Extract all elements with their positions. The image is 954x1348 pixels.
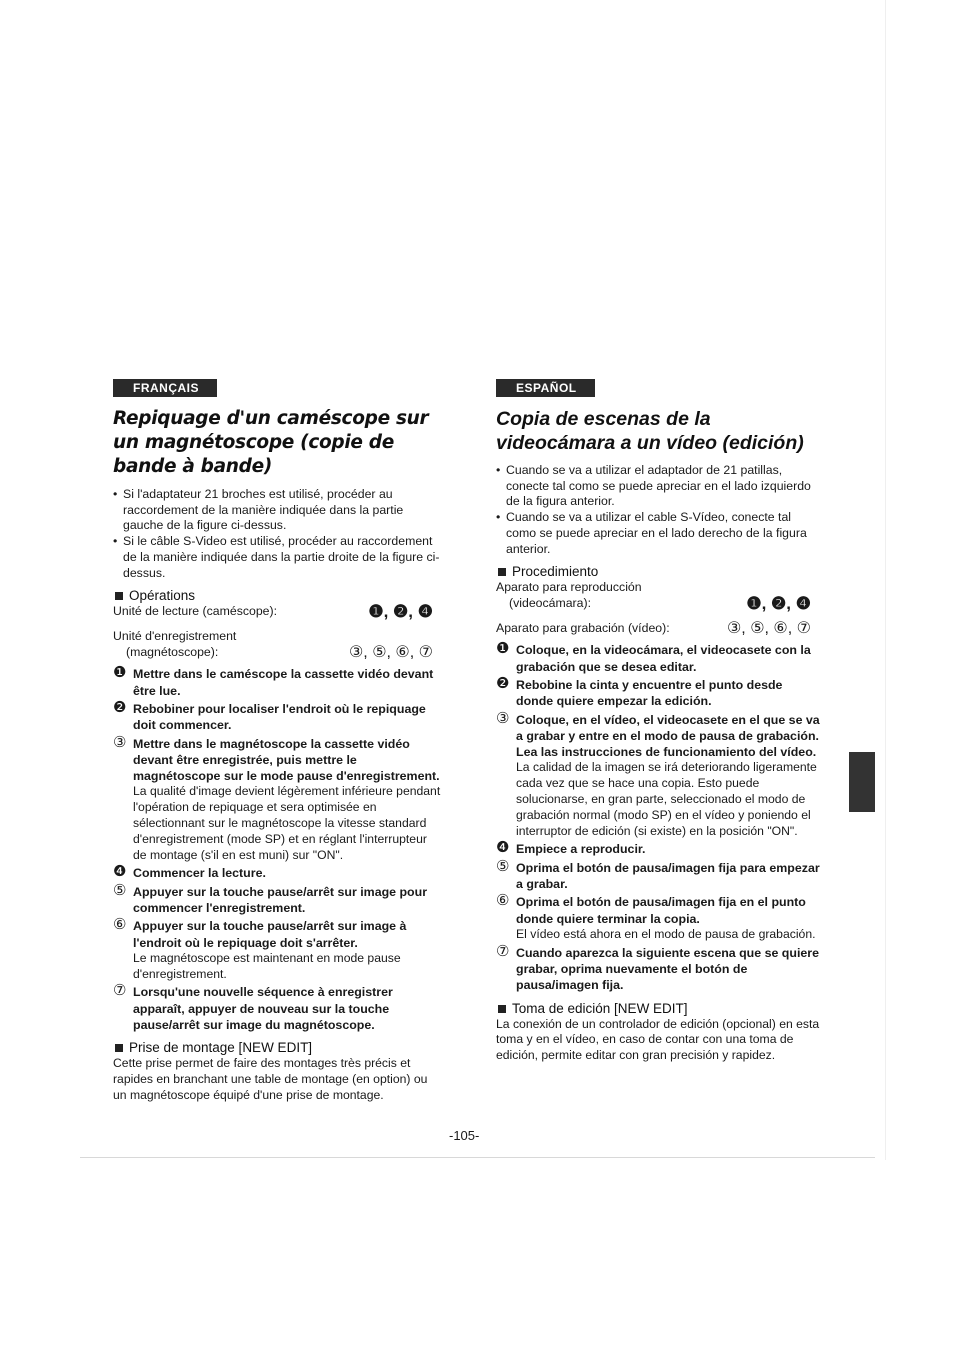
spanish-step-2: ❷ Rebobine la cinta y encuentre el punto desde donde quiere empezar la edición.: [496, 674, 783, 709]
french-edit-text: Cette prise permet de faire des montages très précis et rapides en branchant une table de montage (en option) ou un magnétoscope équipé d'une prise de montage.: [113, 1056, 428, 1102]
square-bullet-icon: [115, 592, 123, 600]
spanish-step-4: ❹ Empiece a reproducir.: [496, 839, 646, 857]
section-thumb-marker: [849, 752, 875, 812]
page-number: -105-: [449, 1128, 480, 1143]
spanish-device-recording: Aparato para grabación (vídeo): ③, ⑤, ⑥, ⑦: [496, 619, 811, 637]
french-step-1: ❶ Mettre dans le caméscope la cassette vidéo devant être lue.: [113, 664, 434, 698]
french-bullet-text: Si l'adaptateur 21 broches est utilisé, procéder au raccordement de la manière indiquée dans la partie gauche de la figure ci-dessus.: [123, 487, 404, 533]
french-device-recording-steps: ③, ⑤, ⑥, ⑦: [348, 643, 433, 661]
french-step-3: ③ Mettre dans le magnétoscope la cassette vidéo devant être enregistrée, puis mettre le magnétoscope sur le mode pause d'enregistrement. La qualité d'image devient légèrement inférieure pendant l'opération de repiquage et sera optimisée en sélectionnant sur le magnétoscope la vitesse standard d'enregistrement (mode SP) et en réglant l'interrupteur de montage (s'il en est muni) sur "ON".: [113, 736, 443, 864]
french-bullet-text: Si le câble S-Video est utilisé, procéder au raccordement de la manière indiquée dans la partie droite de la figure ci-dessus.: [123, 534, 440, 580]
french-step-2: ❷ Rebobiner pour localiser l'endroit où le repiquage doit commencer.: [113, 698, 426, 733]
spanish-step-3-note: La calidad de la imagen se irá deteriorando ligeramente cada vez que se hace una copia. Esto puede solucionarse, en gran parte, seleccionado el modo de grabación normal (modo SP) en el vídeo y poniendo el interruptor de edición (si existe) en la posición "ON".: [516, 760, 817, 838]
french-bullet: • Si l'adaptateur 21 broches est utilisé, procéder au raccordement de la manière indiquée dans la partie gauche de la figure ci-dessus.: [113, 487, 404, 533]
spanish-bullet: • Cuando se va a utilizar el adaptador de 21 patillas, conecte tal como se puede apreciar en el lado izquierdo de la figura anterior.: [496, 463, 811, 509]
square-bullet-icon: [498, 1005, 506, 1013]
french-step-5: ⑤ Appuyer sur la touche pause/arrêt sur image pour commencer l'enregistrement.: [113, 881, 428, 915]
square-bullet-icon: [498, 568, 506, 576]
spanish-device-recording-steps: ③, ⑤, ⑥, ⑦: [726, 619, 811, 637]
spanish-step-3: ③ Coloque, en el vídeo, el videocasete en el que se va a grabar y entre en el modo de pausa de grabación. Lea las instrucciones de funcionamiento del vídeo. La calidad de la imagen se irá deteriorando ligeramente cada vez que se hace una copia. Esto puede solucionarse, en gran parte, seleccionado el modo de grabación normal (modo SP) en el vídeo y poniendo el interruptor de edición (si existe) en la posición "ON".: [496, 709, 820, 838]
french-title: Repiquage d'un caméscope sur un magnétoscope (copie de bande à bande): [113, 408, 429, 477]
french-step-6-note: Le magnétoscope est maintenant en mode pause d'enregistrement.: [133, 950, 401, 981]
french-device-recording: Unité d'enregistrement (magnétoscope): ③, ⑤, ⑥, ⑦: [113, 628, 433, 661]
bottom-rule: [80, 1157, 875, 1158]
french-step-4: ❹ Commencer la lecture.: [113, 863, 266, 881]
french-device-playback: Unité de lecture (caméscope): ❶, ❷, ❹: [113, 602, 433, 622]
spanish-procedure-heading: Procedimiento: [496, 563, 821, 580]
spanish-device-playback: Aparato para reproducción (videocámara): ❶, ❷, ❹: [496, 580, 811, 613]
spanish-edit-text: La conexión de un controlador de edición (opcional) en esta toma y en el vídeo, en caso de contar con una toma de edición, permite editar con gran precisión y rapidez.: [496, 1016, 820, 1063]
french-column: [113, 379, 443, 1104]
spanish-step-6-note: El vídeo está ahora en el modo de pausa de grabación.: [516, 926, 816, 941]
spanish-device-playback-steps: ❶, ❷, ❹: [746, 593, 811, 613]
french-step-6: ⑥ Appuyer sur la touche pause/arrêt sur image à l'endroit où le repiquage doit s'arrêter. Le magnétoscope est maintenant en mode pause d'enregistrement.: [113, 918, 443, 982]
square-bullet-icon: [115, 1044, 123, 1052]
french-operations-heading: Opérations: [113, 587, 443, 604]
spanish-edit-heading: Toma de edición [NEW EDIT]: [496, 1000, 821, 1017]
french-bullet: • Si le câble S-Video est utilisé, procéder au raccordement de la manière indiquée dans la partie droite de la figure ci-dessus.: [113, 534, 440, 580]
spanish-step-1: ❶ Coloque, en la videocámara, el videocasete con la grabación que se desea editar.: [496, 640, 811, 674]
spanish-step-7: ⑦ Cuando aparezca la siguiente escena que se quiere grabar, oprima nuevamente el botón de pausa/imagen fija.: [496, 942, 819, 993]
spanish-title: Copia de escenas de la videocámara a un vídeo (edición): [496, 408, 804, 454]
spanish-step-5: ⑤ Oprima el botón de pausa/imagen fija para empezar a grabar.: [496, 857, 820, 891]
page-edge-rule: [885, 0, 886, 1160]
spanish-bullet: • Cuando se va a utilizar el cable S-Vídeo, conecte tal como se puede apreciar en el lado derecho de la figura anterior.: [496, 510, 807, 556]
spanish-step-6: ⑥ Oprima el botón de pausa/imagen fija en el punto donde quiere terminar la copia. El vídeo está ahora en el modo de pausa de grabación.: [496, 894, 821, 942]
french-device-playback-steps: ❶, ❷, ❹: [368, 602, 433, 622]
spanish-bullet-text: Cuando se va a utilizar el cable S-Vídeo, conecte tal como se puede apreciar en el lado derecho de la figura anterior.: [506, 510, 807, 556]
french-edit-heading: Prise de montage [NEW EDIT]: [113, 1039, 443, 1056]
spanish-language-tab: ESPAÑOL: [496, 379, 595, 397]
french-language-tab: FRANÇAIS: [113, 379, 217, 397]
spanish-bullet-text: Cuando se va a utilizar el adaptador de 21 patillas, conecte tal como se puede apreciar en el lado izquierdo de la figura anterior.: [506, 463, 811, 509]
french-step-7: ⑦ Lorsqu'une nouvelle séquence à enregistrer apparaît, appuyer de nouveau sur la touche pause/arrêt sur image du magnétoscope.: [113, 982, 393, 1033]
french-step-3-note: La qualité d'image devient légèrement inférieure pendant l'opération de repiquage et sera optimisée en sélectionnant sur le magnétoscope la vitesse standard d'enregistrement (mode SP) et en réglant l'interrupteur de montage (s'il en est muni) sur "ON".: [133, 784, 441, 862]
spanish-column: [496, 379, 821, 1064]
